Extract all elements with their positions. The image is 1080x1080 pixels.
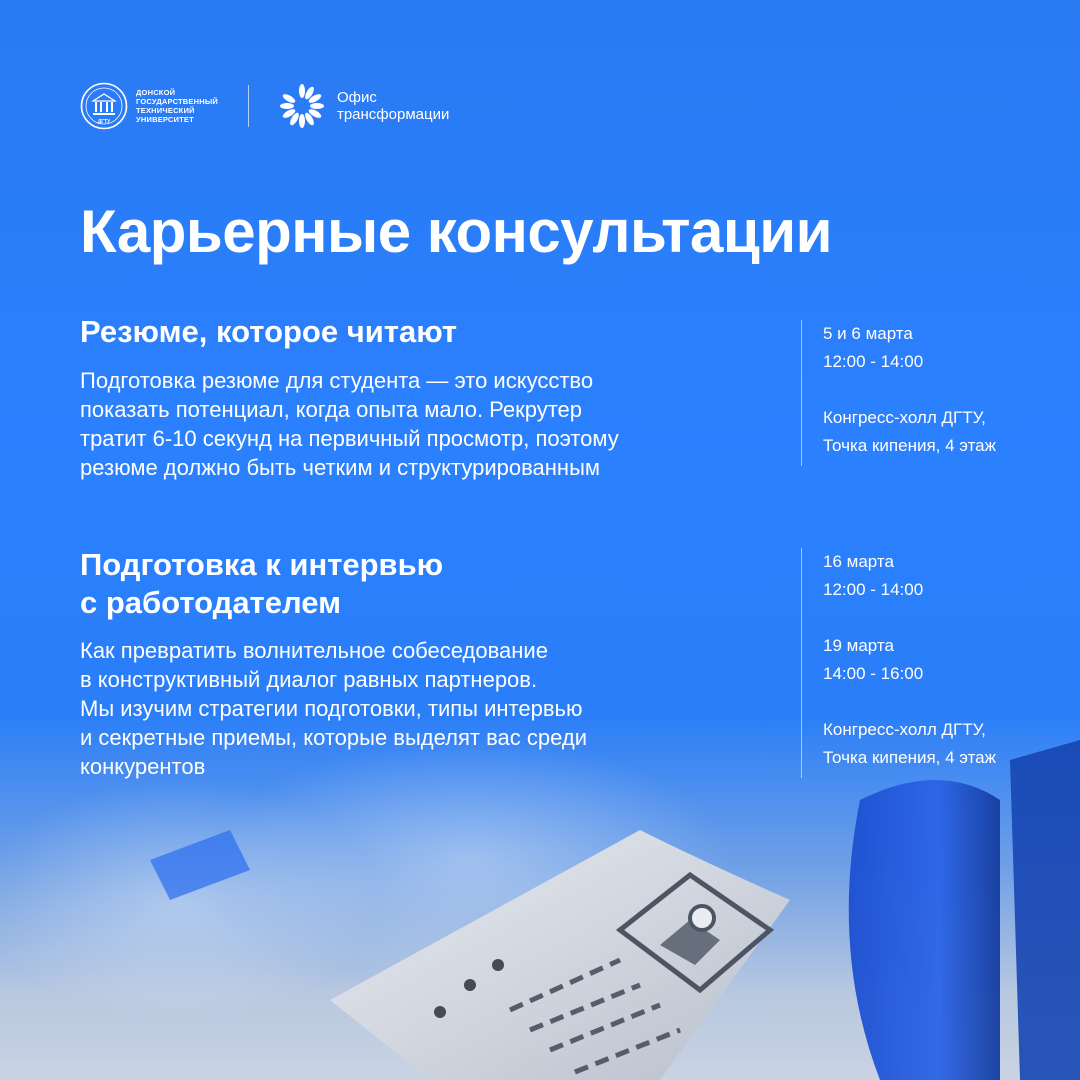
description-line: конкурентов [80,754,206,779]
page-title: Карьерные консультации [80,198,833,265]
description-line: и секретные приемы, которые выделят вас среди [80,725,587,750]
schedule-time: 14:00 - 16:00 [823,664,924,683]
schedule-resume [801,320,996,466]
section-heading [80,546,720,622]
office-logo [277,81,449,131]
description-line: Как превратить волнительное собеседование [80,638,548,663]
header-logos [80,78,449,134]
office-sunburst-icon [277,81,327,131]
schedule-interview [801,548,996,778]
schedule-date: 19 марта [823,636,894,655]
schedule-time: 12:00 - 14:00 [823,580,924,599]
schedule-location: Точка кипения, 4 этаж [823,748,997,767]
section-heading-line: Подготовка к интервью [80,547,444,582]
description-line: показать потенциал, когда опыта мало. Рекрутер [80,397,583,422]
description-line: Подготовка резюме для студента — это искусство [80,368,594,393]
section-heading-line: с работодателем [80,585,342,620]
section-description [80,366,720,482]
schedule-date: 5 и 6 марта [823,324,913,343]
logo-divider [248,85,249,127]
section-heading-line: Резюме, которое читают [80,314,458,349]
seal-text: ДГТУ [97,119,111,125]
university-name [136,88,218,124]
schedule-date: 16 марта [823,552,894,571]
schedule-location: Конгресс-холл ДГТУ, [823,408,986,427]
university-name-line: ТЕХНИЧЕСКИЙ [136,106,195,115]
section-interview [80,546,720,781]
schedule-time: 12:00 - 14:00 [823,352,924,371]
description-line: в конструктивный диалог равных партнеров. [80,667,538,692]
section-heading [80,314,720,350]
university-logo [80,82,218,130]
description-line: Мы изучим стратегии подготовки, типы интервью [80,696,583,721]
description-line: тратит 6-10 секунд на первичный просмотр, поэтому [80,426,619,451]
description-line: резюме должно быть четким и структурированным [80,455,601,480]
section-resume [80,314,720,482]
office-name-line: Офис [336,89,377,106]
schedule-location: Конгресс-холл ДГТУ, [823,720,986,739]
university-name-line: ГОСУДАРСТВЕННЫЙ [136,97,218,106]
university-name-line: УНИВЕРСИТЕТ [136,115,194,124]
office-name-line: трансформации [336,106,450,123]
university-name-line: ДОНСКОЙ [136,88,176,97]
university-seal-icon [80,82,128,130]
schedule-location: Точка кипения, 4 этаж [823,436,997,455]
office-name [337,89,449,123]
section-description [80,636,720,781]
